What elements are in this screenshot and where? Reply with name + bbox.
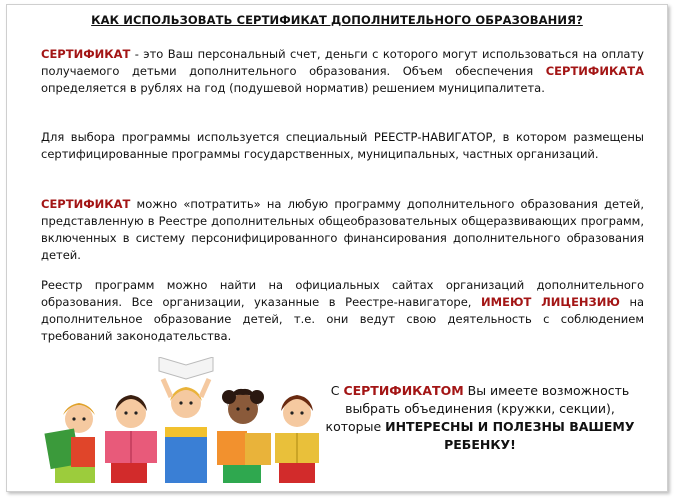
reading-children-illustration (41, 357, 331, 487)
callout-text-part: Вы имеете возможность выбрать объединения (кружки, секции), которые (325, 383, 630, 434)
highlight-certificate: СЕРТИФИКАТ (41, 47, 131, 61)
paragraph-text: можно «потратить» на любую программу дополнительного образования детей, представленную в Реестре дополнительных общеобразовательных общеразвивающих программ, включенных в систему персонифицированного финансирования дополнительного образования детей. (41, 197, 644, 262)
child-figure (44, 403, 95, 483)
callout-emphasis: ИНТЕРЕСНЫ И ПОЛЕЗНЫ ВАШЕМУ РЕБЕНКУ! (385, 419, 635, 452)
document-page (6, 4, 668, 492)
child-figure (217, 389, 271, 483)
child-figure (275, 395, 319, 483)
highlight-certificate: СЕРТИФИКАТА (545, 64, 644, 78)
paragraph-spending (41, 196, 644, 264)
paragraph-certificate-definition (41, 46, 644, 97)
highlight-certificate: СЕРТИФИКАТ (41, 197, 131, 211)
paragraph-registry (41, 129, 644, 163)
child-figure (105, 395, 157, 483)
paragraph-text: Для выбора программы используется специальный РЕЕСТР-НАВИГАТОР, в котором размещены сертифицированные программы государственных, муниципальных, частных организаций. (41, 130, 644, 161)
paragraph-text: определяется в рублях на год (подушевой норматив) решением муниципалитета. (41, 81, 545, 95)
highlight-certificate: СЕРТИФИКАТОМ (343, 383, 464, 398)
paragraph-text: на дополнительное образование детей, т.е. они ведут свою деятельность с соблюдением требований законодательства. (41, 295, 645, 343)
paragraph-text: - это Ваш персональный счет, деньги с которого могут использоваться на оплату получаемого детьми дополнительного образования. Объем обеспечения (41, 47, 644, 78)
paragraph-license (41, 277, 644, 345)
page-title: КАК ИСПОЛЬЗОВАТЬ СЕРТИФИКАТ ДОПОЛНИТЕЛЬНОГО ОБРАЗОВАНИЯ? (91, 13, 583, 27)
child-figure (159, 357, 213, 483)
callout-text (325, 382, 635, 454)
paragraph-text: Реестр программ можно найти на официальных сайтах организаций дополнительного образования. Все организации, указанные в Реестре-навигаторе, (41, 278, 644, 309)
highlight-license: ИМЕЮТ ЛИЦЕНЗИЮ (481, 295, 620, 309)
callout-text-part: С (330, 383, 344, 398)
